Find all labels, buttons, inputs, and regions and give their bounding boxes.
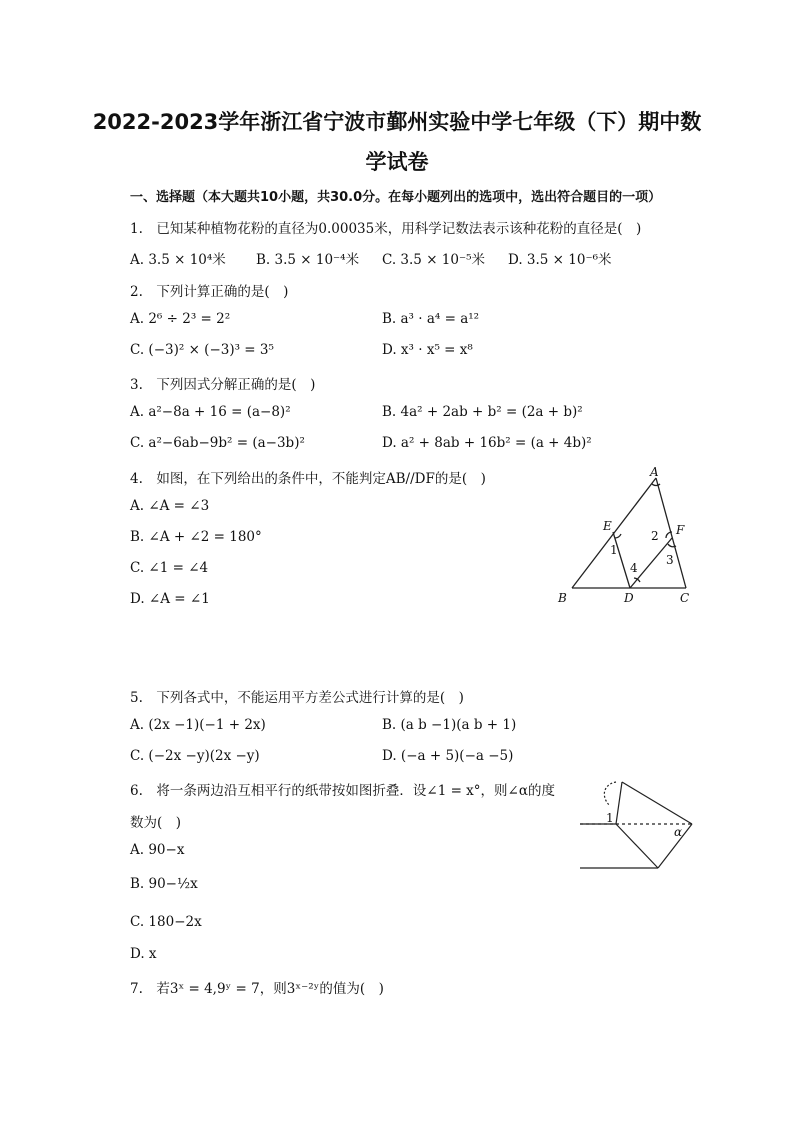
label-alpha: α	[674, 825, 683, 839]
q6-option-b: B. 90−½x	[130, 876, 198, 892]
label-angle-1-fig6: 1	[606, 811, 614, 825]
question-1-stem: 1. 已知某种植物花粉的直径为0.00035米，用科学记数法表示该种花粉的直径是( )	[130, 221, 642, 237]
section-heading: 一、选择题（本大题共10小题，共30.0分。在每小题列出的选项中，选出符合题目的一项）	[130, 190, 662, 205]
q1-option-a: A. 3.5 × 10⁴米	[130, 252, 226, 268]
fold-line	[616, 824, 658, 868]
q2-option-b: B. a³ · a⁴ = a¹²	[382, 311, 480, 327]
exam-title-line1: 2022-2023学年浙江省宁波市鄞州实验中学七年级（下）期中数	[92, 110, 702, 134]
label-angle-3: 3	[666, 553, 674, 567]
angle-1-arc	[615, 534, 621, 538]
q3-option-a: A. a²−8a + 16 = (a−8)²	[130, 404, 291, 420]
question-7-stem: 7. 若3ˣ = 4,9ʸ = 7，则3ˣ⁻²ʸ的值为( )	[130, 981, 384, 997]
q4-option-a: A. ∠A = ∠3	[130, 498, 210, 514]
q3-option-b: B. 4a² + 2ab + b² = (2a + b)²	[382, 404, 583, 420]
question-4-stem: 4. 如图，在下列给出的条件中，不能判定AB//DF的是( )	[130, 471, 486, 487]
folded-edge-dotted	[604, 782, 616, 806]
question-6-stem: 6. 将一条两边沿互相平行的纸带按如图折叠．设∠1 = x°，则∠α的度	[130, 783, 555, 799]
q4-option-b: B. ∠A + ∠2 = 180°	[130, 529, 262, 545]
q5-option-c: C. (−2x −y)(2x −y)	[130, 748, 260, 764]
folded-strip-figure	[576, 776, 700, 874]
question-5-stem: 5. 下列各式中，不能运用平方差公式进行计算的是( )	[130, 690, 464, 706]
q6-option-c: C. 180−2x	[130, 914, 202, 930]
q2-option-d: D. x³ · x⁵ = x⁸	[382, 342, 473, 358]
q5-option-d: D. (−a + 5)(−a −5)	[382, 748, 514, 764]
triangle-figure	[548, 466, 708, 608]
q3-option-d: D. a² + 8ab + 16b² = (a + 4b)²	[382, 435, 592, 451]
q5-option-a: A. (2x −1)(−1 + 2x)	[130, 717, 266, 733]
label-b: B	[558, 591, 567, 605]
q2-option-c: C. (−3)² × (−3)³ = 3⁵	[130, 342, 274, 358]
angle-a-arc	[652, 484, 660, 486]
label-c: C	[680, 591, 690, 605]
q5-option-b: B. (a b −1)(a b + 1)	[382, 717, 517, 733]
q6-option-a: A. 90−x	[130, 842, 185, 858]
label-a: A	[650, 466, 659, 479]
label-d: D	[624, 591, 634, 605]
question-6-stem-cont: 数为( )	[130, 815, 182, 831]
label-angle-1: 1	[610, 543, 618, 557]
q3-option-c: C. a²−6ab−9b² = (a−3b)²	[130, 435, 305, 451]
q1-option-d: D. 3.5 × 10⁻⁶米	[508, 252, 612, 268]
q1-option-b: B. 3.5 × 10⁻⁴米	[256, 252, 360, 268]
q4-option-c: C. ∠1 = ∠4	[130, 560, 209, 576]
label-e: E	[603, 519, 612, 533]
label-angle-4: 4	[630, 561, 638, 575]
q6-option-d: D. x	[130, 946, 157, 962]
folded-left-edge	[616, 782, 622, 824]
q2-option-a: A. 2⁶ ÷ 2³ = 2²	[130, 311, 231, 327]
exam-title-line2: 学试卷	[365, 150, 429, 174]
question-3-stem: 3. 下列因式分解正确的是( )	[130, 377, 316, 393]
folded-top-edge	[622, 782, 692, 824]
q1-option-c: C. 3.5 × 10⁻⁵米	[382, 252, 486, 268]
label-f: F	[676, 523, 685, 537]
question-2-stem: 2. 下列计算正确的是( )	[130, 284, 289, 300]
segment-ed	[613, 532, 630, 588]
label-angle-2: 2	[651, 529, 659, 543]
q4-option-d: D. ∠A = ∠1	[130, 591, 210, 607]
